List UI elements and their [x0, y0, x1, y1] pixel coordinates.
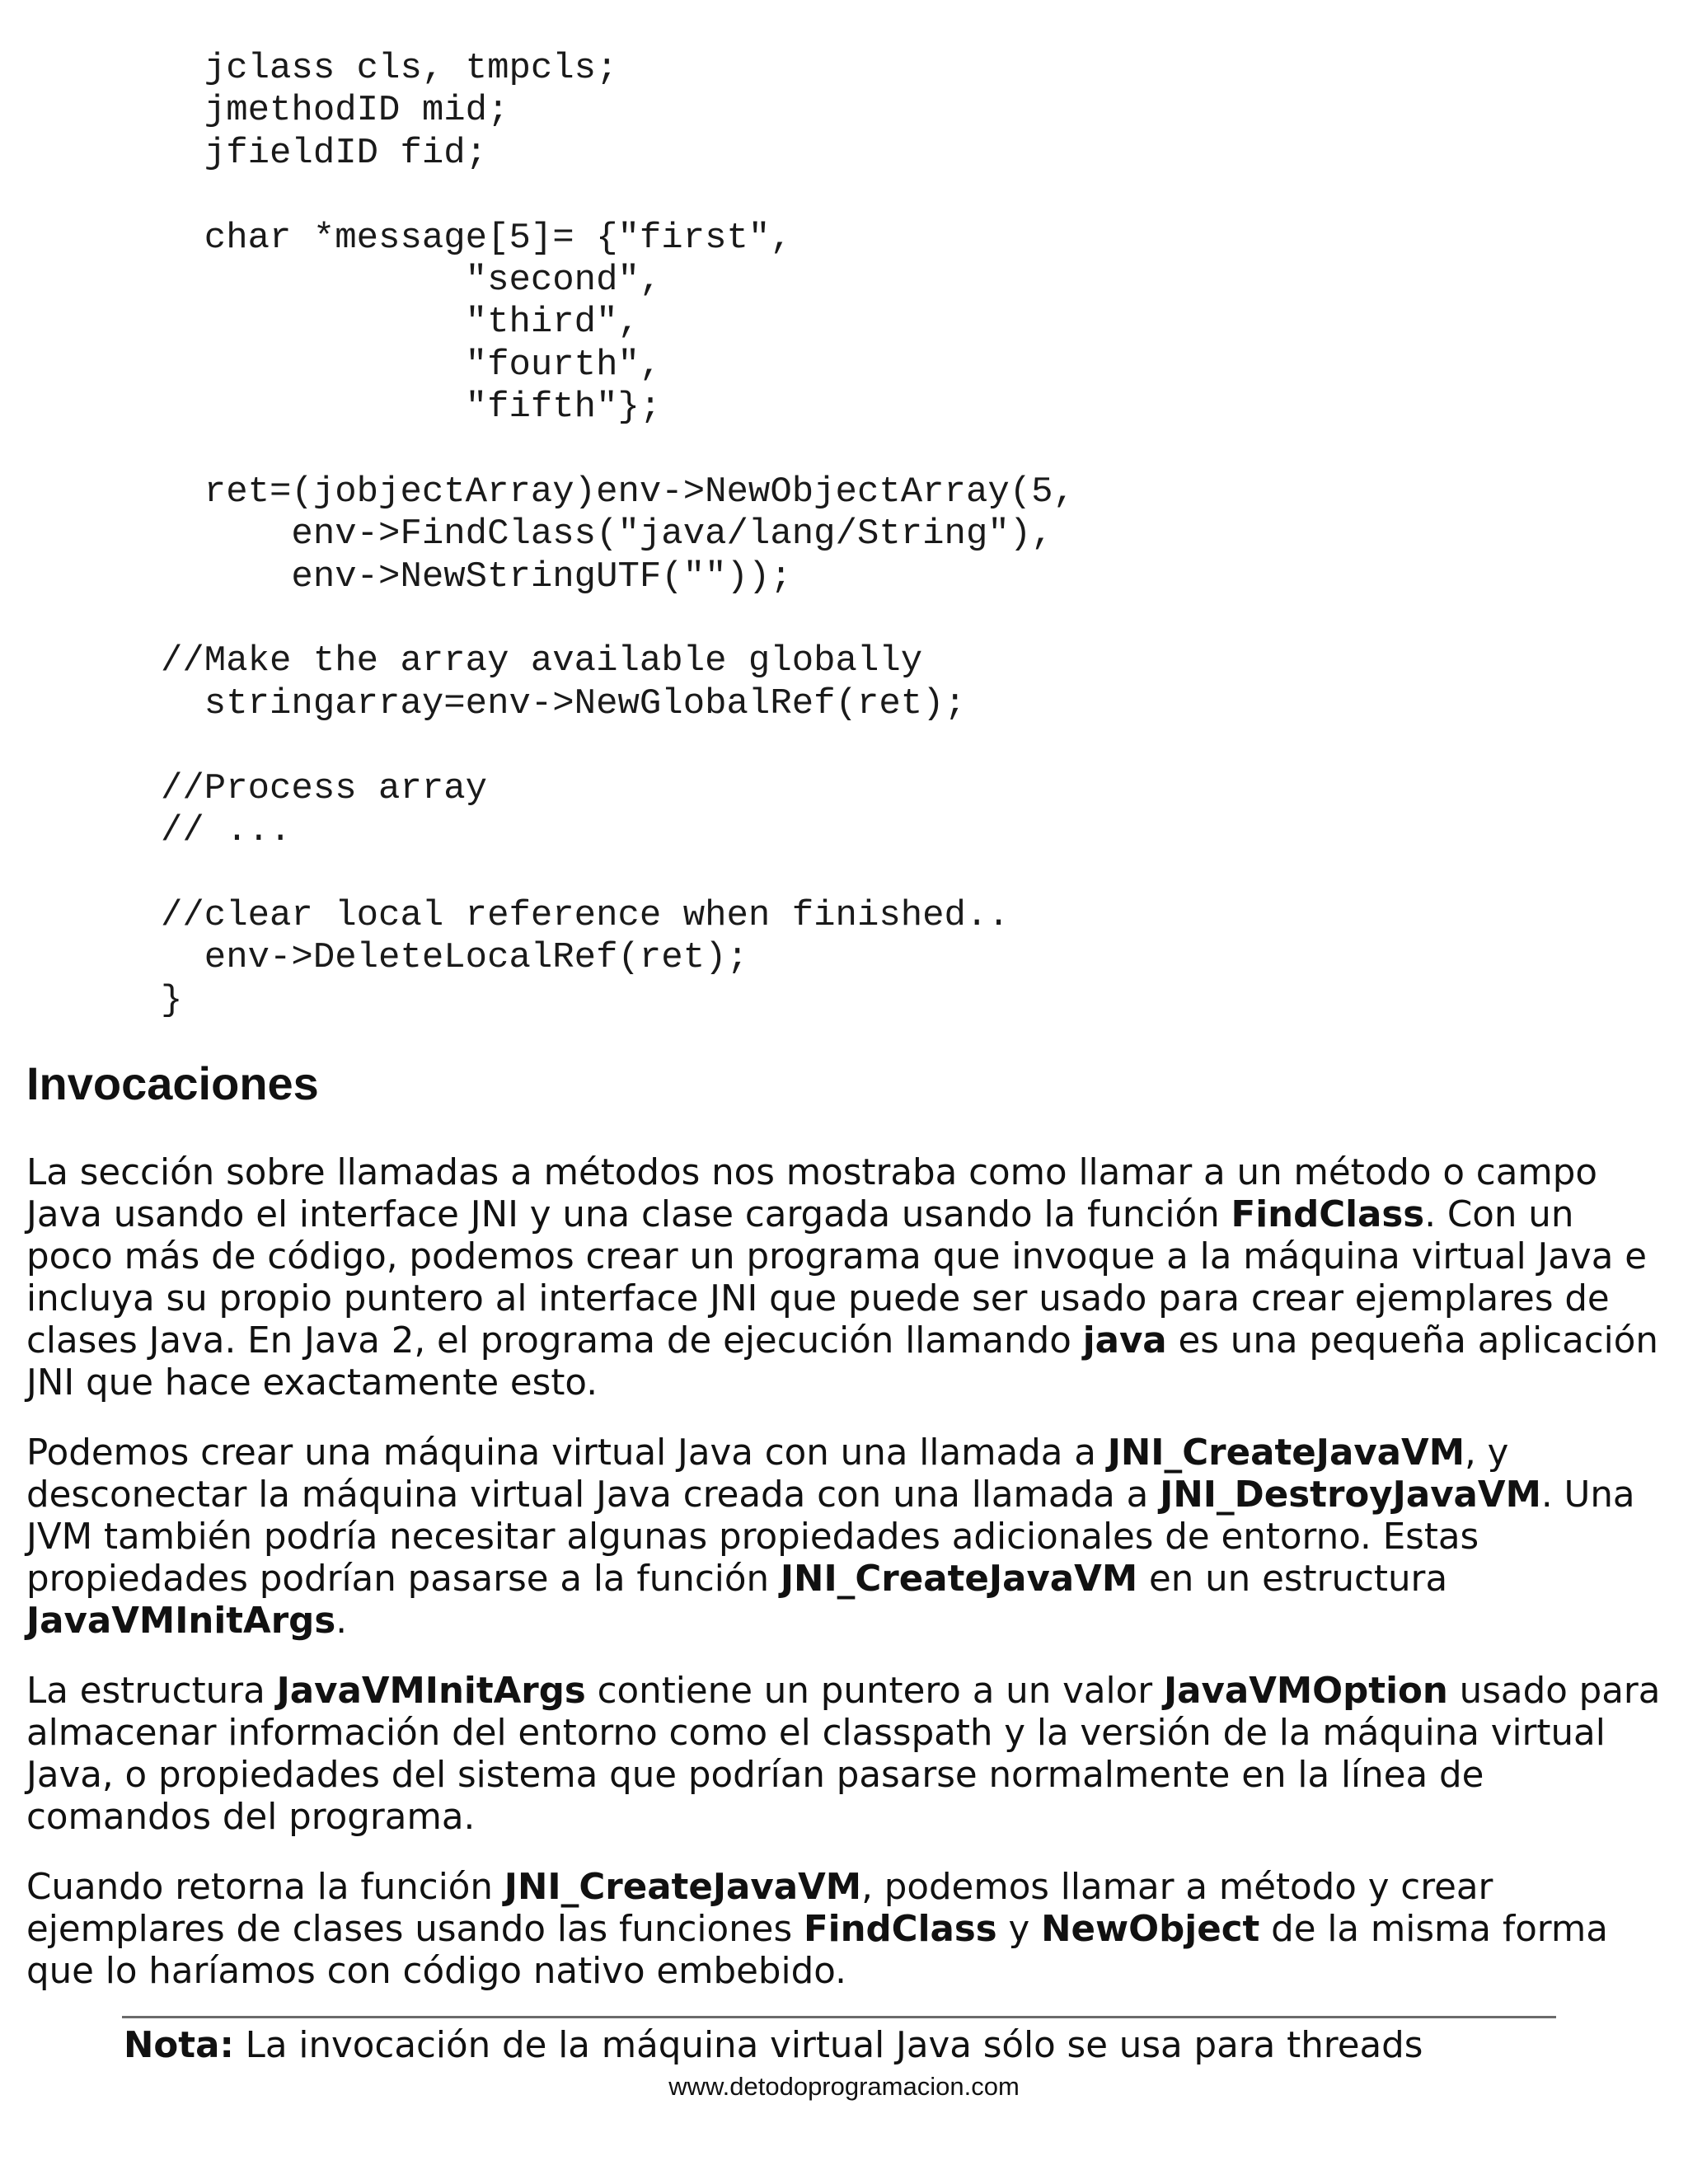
text-run: , podemos llamar a método y crear ejemplares de clases usando las funciones — [26, 1867, 1493, 1950]
bold-term: JNI_DestroyJavaVM — [1160, 1474, 1541, 1516]
section-title: Invocaciones — [26, 1057, 319, 1109]
code-line: "fourth", — [161, 344, 662, 386]
text-run: Cuando retorna la función — [26, 1867, 504, 1908]
bold-term: JavaVMInitArgs — [276, 1671, 586, 1712]
code-line: //Process array — [161, 767, 488, 809]
footer-url: www.detodoprogramacion.com — [668, 2072, 1020, 2101]
paragraph — [26, 1432, 1667, 1643]
code-line — [161, 429, 1075, 471]
code-line — [161, 598, 1075, 640]
note-text: La invocación de la máquina virtual Java sólo se usa para threads — [233, 2025, 1423, 2066]
bold-term: FindClass — [803, 1909, 997, 1950]
text-run: La estructura — [26, 1671, 277, 1712]
code-line: env->NewStringUTF("")); — [161, 555, 792, 598]
text-run: y — [996, 1909, 1042, 1950]
text-run: es una pequeña aplicación JNI que hace exactamente esto. — [26, 1320, 1658, 1404]
bold-term: java — [1082, 1320, 1167, 1361]
paragraph — [26, 1867, 1667, 1993]
text-run: de la misma forma que lo haríamos con código nativo embebido. — [26, 1909, 1608, 1992]
note-divider — [122, 2016, 1556, 2018]
text-run: en un estructura — [1137, 1558, 1448, 1600]
body-text — [26, 1152, 1667, 2021]
text-run: contiene un puntero a un valor — [585, 1671, 1164, 1712]
code-line — [161, 175, 1075, 217]
code-line: jmethodID mid; — [161, 90, 509, 132]
code-line: stringarray=env->NewGlobalRef(ret); — [161, 682, 966, 724]
text-run: usado para almacenar información del entorno como el classpath y la versión de la máquina virtual Java, o propiedades del sistema que podrían pasarse normalmente en la línea de comandos del programa. — [26, 1671, 1661, 1838]
text-run: . Con un poco más de código, podemos crear un programa que invoque a la máquina virtual Java e incluya su propio puntero al interface JNI que puede ser usado para crear ejemplares de clases Java. En Java 2, el programa de ejecución llamando — [26, 1194, 1647, 1361]
code-line: "second", — [161, 259, 662, 301]
bold-term: JavaVMOption — [1163, 1671, 1448, 1712]
code-listing — [161, 48, 1075, 1022]
text-run: . Una JVM también podría necesitar algunas propiedades adicionales de entorno. Estas propiedades podrían pasarse a la función — [26, 1474, 1635, 1600]
note-label: Nota: — [124, 2025, 234, 2066]
code-line: jclass cls, tmpcls; — [161, 48, 618, 89]
paragraph — [26, 1671, 1667, 1839]
text-run: , y desconectar la máquina virtual Java creada con una llamada a — [26, 1432, 1509, 1516]
code-line: ret=(jobjectArray)env->NewObjectArray(5, — [161, 471, 1075, 513]
code-line: char *message[5]= {"first", — [161, 217, 792, 259]
code-line — [161, 852, 1075, 894]
bold-term: JNI_CreateJavaVM — [1107, 1432, 1465, 1474]
bold-term: JNI_CreateJavaVM — [780, 1558, 1138, 1600]
paragraph — [26, 1152, 1667, 1404]
code-line: } — [161, 979, 183, 1021]
bold-term: JNI_CreateJavaVM — [504, 1867, 862, 1908]
code-line: //clear local reference when finished.. — [161, 894, 1010, 936]
text-run: Podemos crear una máquina virtual Java con una llamada a — [26, 1432, 1108, 1474]
code-line: env->DeleteLocalRef(ret); — [161, 937, 748, 979]
code-line: "third", — [161, 302, 640, 344]
code-line: jfieldID fid; — [161, 132, 488, 174]
code-line: "fifth"}; — [161, 387, 662, 429]
code-line: env->FindClass("java/lang/String"), — [161, 513, 1053, 555]
bold-term: FindClass — [1231, 1194, 1425, 1235]
bold-term: JavaVMInitArgs — [26, 1601, 336, 1642]
code-line — [161, 725, 1075, 767]
note — [124, 2022, 1423, 2069]
code-line: // ... — [161, 810, 292, 852]
code-line: //Make the array available globally — [161, 640, 923, 682]
text-run: . — [335, 1601, 348, 1642]
text-run: La sección sobre llamadas a métodos nos mostraba como llamar a un método o campo Java usando el interface JNI y una clase cargada usando la función — [26, 1152, 1597, 1235]
bold-term: NewObject — [1041, 1909, 1260, 1950]
